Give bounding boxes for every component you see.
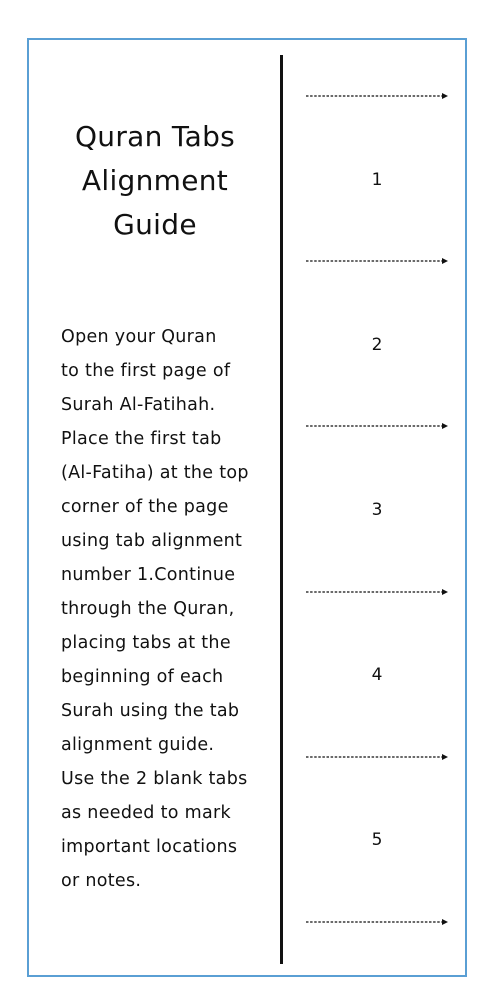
tab-number: 3 (371, 500, 383, 520)
instruction-line: to the first page of (61, 361, 231, 381)
tab-number: 1 (371, 170, 383, 190)
dashed-arrow-right-icon (306, 753, 448, 761)
instruction-line: through the Quran, (61, 599, 235, 619)
instruction-line: (Al-Fatiha) at the top (61, 463, 249, 483)
vertical-divider (280, 55, 283, 964)
tab-number: 2 (371, 335, 383, 355)
instruction-line: number 1.Continue (61, 565, 236, 585)
dashed-arrow-right-icon (306, 92, 448, 100)
dashed-arrow-right-icon (306, 918, 448, 926)
instruction-line: Place the first tab (61, 429, 222, 449)
instruction-line: placing tabs at the (61, 633, 231, 653)
title-line: Guide (113, 208, 197, 241)
instruction-line: Surah Al-Fatihah. (61, 395, 216, 415)
dashed-arrow-right-icon (306, 422, 448, 430)
instruction-line: Surah using the tab (61, 701, 240, 721)
dashed-arrow-right-icon (306, 588, 448, 596)
instruction-line: corner of the page (61, 497, 229, 517)
instruction-line: using tab alignment (61, 531, 243, 551)
page-title (40, 115, 270, 247)
instruction-line: as needed to mark (61, 803, 231, 823)
instruction-line: Use the 2 blank tabs (61, 769, 248, 789)
dashed-arrow-right-icon (306, 257, 448, 265)
instruction-line: alignment guide. (61, 735, 215, 755)
instruction-line: important locations (61, 837, 238, 857)
instructions-text (61, 320, 266, 898)
instruction-line: Open your Quran (61, 327, 217, 347)
tab-number: 5 (371, 830, 383, 850)
title-line: Alignment (81, 164, 229, 197)
tab-number: 4 (371, 665, 383, 685)
title-line: Quran Tabs (74, 120, 236, 153)
instruction-line: beginning of each (61, 667, 224, 687)
instruction-line: or notes. (61, 871, 142, 891)
